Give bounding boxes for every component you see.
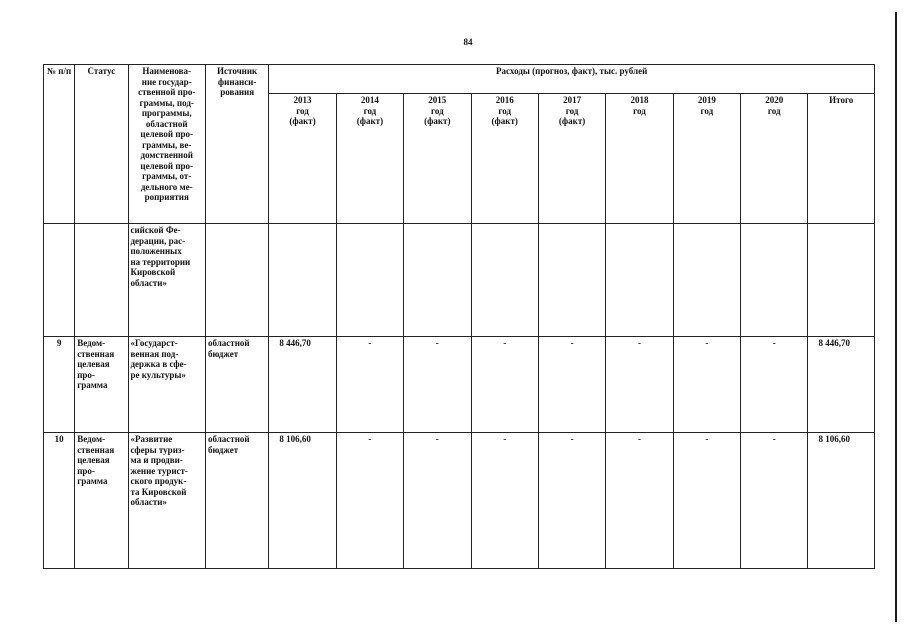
year-2013-cell: 2013 год (факт): [269, 94, 336, 224]
row-number: 10: [44, 433, 75, 569]
row-value-2019: -: [673, 433, 740, 569]
header-num-cell: № п/п: [44, 65, 75, 224]
row-number: 9: [44, 337, 75, 433]
cell-empty: [538, 224, 605, 337]
row-value-2016: -: [471, 433, 538, 569]
cell-empty: [808, 224, 875, 337]
row-value-2013: 8 106,60: [269, 433, 336, 569]
row-value-2018: -: [606, 337, 673, 433]
continuation-line: Кировской: [130, 267, 176, 277]
continuation-line: дерации, рас-: [130, 235, 186, 246]
row-value-2020: -: [741, 337, 808, 433]
row-status: Ведом- ственная целевая про- грамма: [75, 433, 128, 569]
continuation-line: области»: [130, 277, 167, 288]
header-name-line: домственной: [140, 150, 193, 160]
continuation-line: сийской Фе-: [130, 225, 181, 235]
scan-edge-line: [895, 12, 897, 622]
cell-empty: [336, 224, 403, 337]
header-source-line: Источник: [217, 66, 258, 76]
cell-empty: [269, 224, 336, 337]
header-row-1: [44, 65, 875, 94]
header-name-line: ственной про-: [138, 87, 196, 97]
cell-empty: [205, 224, 268, 337]
row-value-2019: -: [673, 337, 740, 433]
row-status: Ведом- ственная целевая про- грамма: [75, 337, 128, 433]
continuation-name-cell: [128, 224, 205, 337]
header-name-line: Наименова-: [142, 66, 192, 76]
header-name-line: граммы, под-: [139, 97, 194, 108]
row-value-2017: -: [538, 337, 605, 433]
row-source: областной бюджет: [205, 433, 268, 569]
header-source-line: рования: [220, 87, 255, 97]
header-name-line: граммы, от-: [142, 171, 192, 181]
year-2017-cell: 2017 год (факт): [538, 94, 605, 224]
header-name-line: роприятия: [144, 192, 189, 202]
row-program-name: «Развитие сферы туриз- ма и продви- жение турист- ского продук- та Кировской области»: [128, 433, 205, 569]
header-name-line: ние государ-: [141, 76, 192, 87]
cell-empty: [471, 224, 538, 337]
header-source-line: финанси-: [217, 76, 257, 87]
header-total-cell: Итого: [808, 94, 875, 224]
row-total: 8 106,60: [808, 433, 875, 569]
row-total: 8 446,70: [808, 337, 875, 433]
table-row-10: [44, 433, 875, 569]
continuation-line: на территории: [130, 256, 191, 267]
year-2015-cell: 2015 год (факт): [404, 94, 471, 224]
header-name-line: областной: [145, 118, 188, 129]
row-value-2015: -: [404, 433, 471, 569]
header-name-line: программы,: [141, 108, 192, 118]
header-name-line: граммы, ве-: [142, 139, 192, 150]
cell-empty: [741, 224, 808, 337]
row-value-2018: -: [606, 433, 673, 569]
header-source-cell: [205, 65, 268, 224]
row-value-2013: 8 446,70: [269, 337, 336, 433]
continuation-line: положенных: [130, 246, 182, 256]
year-2018-cell: 2018 год: [606, 94, 673, 224]
row-value-2014: -: [336, 433, 403, 569]
cell-empty: [673, 224, 740, 337]
page-number: 84: [463, 37, 473, 47]
row-value-2017: -: [538, 433, 605, 569]
year-2016-cell: 2016 год (факт): [471, 94, 538, 224]
cell-empty: [606, 224, 673, 337]
header-expenses-cell: Расходы (прогноз, факт), тыс. рублей: [269, 65, 875, 94]
row-value-2016: -: [471, 337, 538, 433]
header-name-line: целевой про-: [140, 129, 194, 139]
header-status-cell: Статус: [75, 65, 128, 224]
row-value-2020: -: [741, 433, 808, 569]
header-name-cell: [128, 65, 205, 224]
row-source: областной бюджет: [205, 337, 268, 433]
cell-empty: [404, 224, 471, 337]
year-2019-cell: 2019 год: [673, 94, 740, 224]
year-2020-cell: 2020 год: [741, 94, 808, 224]
cell-empty: [75, 224, 128, 337]
row-program-name: «Государст- венная под- держка в сфе- ре культуры»: [128, 337, 205, 433]
table-row-9: [44, 337, 875, 433]
row-value-2014: -: [336, 337, 403, 433]
header-name-line: целевой про-: [140, 160, 194, 171]
continuation-row: [44, 224, 875, 337]
header-name-line: дельного ме-: [140, 181, 193, 192]
cell-empty: [44, 224, 75, 337]
row-value-2015: -: [404, 337, 471, 433]
year-2014-cell: 2014 год (факт): [336, 94, 403, 224]
budget-table: [43, 64, 875, 569]
